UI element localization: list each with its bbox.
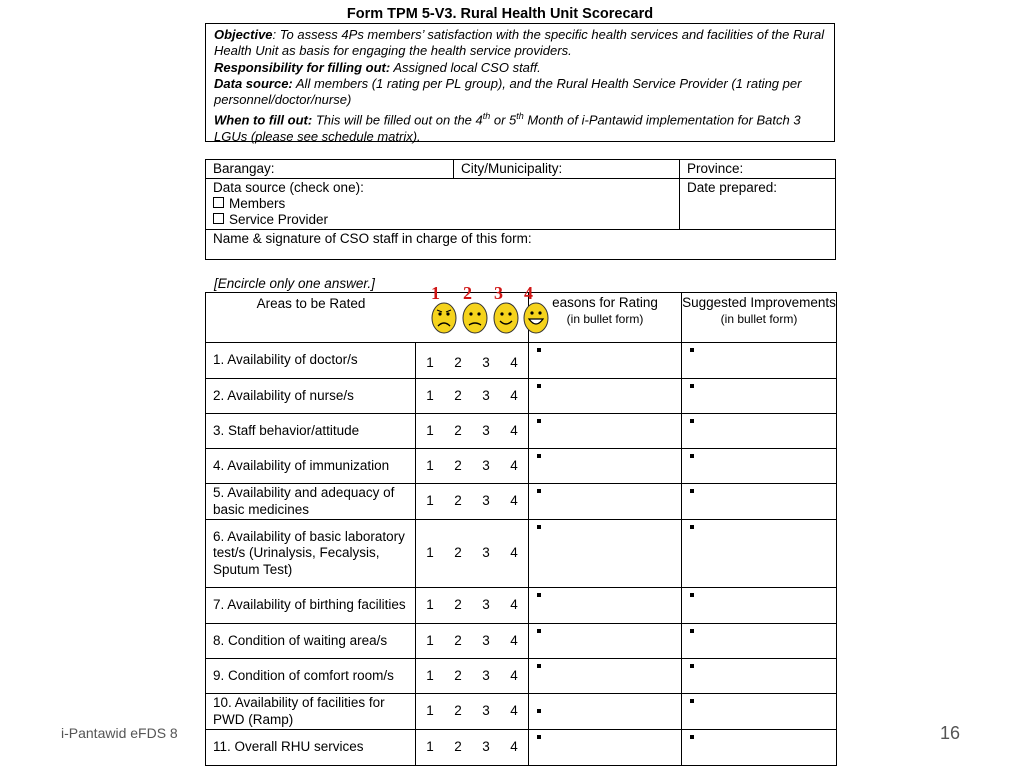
objective-label: Objective: [214, 27, 273, 42]
encircle-note: [Encircle only one answer.]: [214, 276, 375, 291]
rating-option-4[interactable]: 4: [510, 422, 518, 438]
area-label: 8. Condition of waiting area/s: [206, 624, 416, 659]
rating-option-3[interactable]: 3: [482, 739, 490, 755]
bullet-icon: [690, 348, 694, 352]
rating-option-1[interactable]: 1: [426, 355, 434, 371]
rating-option-4[interactable]: 4: [510, 739, 518, 755]
members-option[interactable]: [213, 196, 672, 212]
rating-option-1[interactable]: 1: [426, 597, 434, 613]
bullet-icon: [690, 629, 694, 633]
reasons-cell[interactable]: [529, 588, 682, 624]
very-sad-face-icon: [432, 303, 456, 333]
reasons-cell[interactable]: [529, 484, 682, 520]
faces-svg: [425, 283, 555, 338]
suggestions-cell[interactable]: [682, 694, 837, 730]
datasource-text: All members (1 rating per PL group), and the Rural Health Service Provider (1 rating per personnel/doctor/nurse): [214, 75, 802, 108]
face-number-4: 4: [524, 283, 533, 303]
suggestions-cell[interactable]: [682, 730, 837, 766]
rating-option-4[interactable]: 4: [510, 545, 518, 561]
area-label: 3. Staff behavior/attitude: [206, 414, 416, 449]
rating-table: [205, 292, 837, 766]
rating-option-1[interactable]: 1: [426, 739, 434, 755]
rating-option-1[interactable]: 1: [426, 457, 434, 473]
bullet-icon: [690, 454, 694, 458]
rating-scale: [416, 449, 529, 484]
rating-scale: [416, 624, 529, 659]
rating-option-4[interactable]: 4: [510, 632, 518, 648]
rating-option-4[interactable]: 4: [510, 493, 518, 509]
rating-option-2[interactable]: 2: [454, 632, 462, 648]
reasons-cell[interactable]: [529, 730, 682, 766]
table-row: [206, 449, 837, 484]
suggested-header-label: Suggested Improvements: [682, 295, 836, 310]
rating-option-1[interactable]: 1: [426, 667, 434, 683]
table-row: [206, 520, 837, 588]
rating-option-4[interactable]: 4: [510, 457, 518, 473]
table-row: [206, 694, 837, 730]
rating-option-2[interactable]: 2: [454, 355, 462, 371]
rating-scale: [416, 694, 529, 730]
reasons-cell[interactable]: [529, 379, 682, 414]
table-row: [206, 624, 837, 659]
when-label: When to fill out:: [214, 112, 313, 128]
rating-scale: [416, 588, 529, 624]
area-label: 7. Availability of birthing facilities: [206, 588, 416, 624]
suggestions-cell[interactable]: [682, 624, 837, 659]
rating-option-4[interactable]: 4: [510, 387, 518, 403]
reasons-cell[interactable]: [529, 449, 682, 484]
suggestions-cell[interactable]: [682, 520, 837, 588]
area-label: 1. Availability of doctor/s: [206, 343, 416, 379]
rating-option-2[interactable]: 2: [454, 667, 462, 683]
members-label: Members: [229, 196, 286, 211]
area-label: 11. Overall RHU services: [206, 730, 416, 766]
when-sup-1: th: [482, 111, 491, 122]
suggestions-cell[interactable]: [682, 484, 837, 520]
face-number-3: 3: [494, 283, 503, 303]
rating-scale: [416, 659, 529, 694]
rating-option-3[interactable]: 3: [482, 493, 490, 509]
suggestions-cell[interactable]: [682, 588, 837, 624]
area-label: 9. Condition of comfort room/s: [206, 659, 416, 694]
very-happy-face-icon: [524, 303, 548, 333]
page-number: 16: [940, 723, 961, 743]
when-text-3: Month of i-Pantawid implementation for Batch 3 LGUs (please see schedule matrix).: [214, 112, 801, 145]
rating-scale: [416, 414, 529, 449]
rating-option-2[interactable]: 2: [454, 597, 462, 613]
provider-checkbox[interactable]: [213, 213, 224, 224]
table-row: [206, 659, 837, 694]
rating-option-2[interactable]: 2: [454, 739, 462, 755]
city-field[interactable]: City/Municipality:: [454, 160, 680, 179]
date-prepared-field[interactable]: Date prepared:: [680, 179, 836, 230]
face-number-2: 2: [463, 283, 472, 303]
barangay-field[interactable]: Barangay:: [206, 160, 454, 179]
rating-option-1[interactable]: 1: [426, 422, 434, 438]
area-label: 5. Availability and adequacy of basic medicines: [206, 484, 416, 520]
rating-option-3[interactable]: 3: [482, 387, 490, 403]
table-row: [206, 588, 837, 624]
suggestions-cell[interactable]: [682, 343, 837, 379]
reasons-header-sub: (in bullet form): [566, 311, 644, 326]
provider-option[interactable]: [213, 212, 672, 228]
bullet-icon: [537, 454, 541, 458]
rating-option-3[interactable]: 3: [482, 355, 490, 371]
rating-option-2[interactable]: 2: [454, 422, 462, 438]
suggested-header: [682, 293, 837, 343]
rating-scale: [416, 484, 529, 520]
bullet-icon: [537, 419, 541, 423]
objective-text: : To assess 4Ps members’ satisfaction with the specific health services and facilities of the Rural Health Unit as basis for engaging the health service providers.: [214, 27, 825, 59]
rating-option-1[interactable]: 1: [426, 545, 434, 561]
rating-faces: [425, 283, 555, 338]
bullet-icon: [537, 629, 541, 633]
province-field[interactable]: Province:: [680, 160, 836, 179]
suggestions-cell[interactable]: [682, 449, 837, 484]
bullet-icon: [690, 489, 694, 493]
table-row: [206, 343, 837, 379]
rating-option-3[interactable]: 3: [482, 422, 490, 438]
rating-option-2[interactable]: 2: [454, 545, 462, 561]
rating-option-1[interactable]: 1: [426, 493, 434, 509]
when-text-1: This will be filled out on the 4: [312, 112, 483, 128]
bullet-icon: [690, 699, 694, 703]
bullet-icon: [690, 593, 694, 597]
rating-option-3[interactable]: 3: [482, 545, 490, 561]
when-text-2: or 5: [490, 112, 517, 128]
rating-option-2[interactable]: 2: [454, 387, 462, 403]
rating-option-4[interactable]: 4: [510, 355, 518, 371]
rating-rows: [206, 343, 837, 766]
rating-option-2[interactable]: 2: [454, 457, 462, 473]
reasons-cell[interactable]: [529, 624, 682, 659]
reasons-cell[interactable]: [529, 694, 682, 730]
rating-option-4[interactable]: 4: [510, 597, 518, 613]
rating-option-2[interactable]: 2: [454, 493, 462, 509]
responsibility-label: Responsibility for filling out:: [214, 59, 391, 75]
bullet-icon: [690, 735, 694, 739]
rating-option-1[interactable]: 1: [426, 387, 434, 403]
rating-option-1[interactable]: 1: [426, 703, 434, 719]
bullet-icon: [690, 419, 694, 423]
data-source-label: Data source (check one):: [213, 180, 364, 195]
area-label: 10. Availability of facilities for PWD (Ramp): [206, 694, 416, 730]
table-row: [206, 484, 837, 520]
suggestions-cell[interactable]: [682, 414, 837, 449]
reasons-cell[interactable]: [529, 343, 682, 379]
rating-scale: [416, 343, 529, 379]
area-label: 2. Availability of nurse/s: [206, 379, 416, 414]
area-label: 4. Availability of immunization: [206, 449, 416, 484]
data-source-cell: [206, 179, 680, 230]
rating-option-3[interactable]: 3: [482, 457, 490, 473]
objective-box: [205, 23, 835, 145]
bullet-icon: [537, 489, 541, 493]
info-table: [205, 159, 836, 260]
area-label: 6. Availability of basic laboratory test/s (Urinalysis, Fecalysis, Sputum Test): [206, 520, 416, 588]
rating-scale: [416, 379, 529, 414]
bullet-icon: [537, 593, 541, 597]
happy-face-icon: [494, 303, 518, 333]
bullet-icon: [537, 664, 541, 668]
rating-scale: [416, 520, 529, 588]
areas-header-label: Areas to be Rated: [256, 296, 366, 311]
bullet-icon: [537, 384, 541, 388]
bullet-icon: [690, 384, 694, 388]
rating-option-3[interactable]: 3: [482, 632, 490, 648]
bullet-icon: [537, 525, 541, 529]
rating-option-4[interactable]: 4: [510, 703, 518, 719]
rating-option-3[interactable]: 3: [482, 597, 490, 613]
table-row: [206, 730, 837, 766]
table-row: [206, 379, 837, 414]
rating-option-3[interactable]: 3: [482, 703, 490, 719]
provider-label: Service Provider: [229, 212, 329, 227]
bullet-icon: [537, 348, 541, 352]
rating-scale: [416, 730, 529, 766]
bullet-icon: [690, 525, 694, 529]
suggestions-cell[interactable]: [682, 659, 837, 694]
table-row: [206, 414, 837, 449]
rating-option-1[interactable]: 1: [426, 632, 434, 648]
reasons-cell[interactable]: [529, 659, 682, 694]
footer-label: i-Pantawid eFDS 8: [61, 725, 178, 741]
rating-option-3[interactable]: 3: [482, 667, 490, 683]
name-signature-field[interactable]: Name & signature of CSO staff in charge of this form:: [206, 230, 836, 260]
form-title: Form TPM 5-V3. Rural Health Unit Scorecard: [346, 6, 654, 22]
bullet-icon: [537, 709, 541, 713]
suggestions-cell[interactable]: [682, 379, 837, 414]
suggested-header-sub: (in bullet form): [720, 311, 798, 326]
when-sup-2: th: [516, 111, 524, 122]
rating-option-2[interactable]: 2: [454, 703, 462, 719]
bullet-icon: [690, 664, 694, 668]
datasource-label: Data source:: [214, 75, 293, 91]
members-checkbox[interactable]: [213, 197, 224, 208]
reasons-cell[interactable]: [529, 520, 682, 588]
face-number-1: 1: [431, 283, 440, 303]
reasons-cell[interactable]: [529, 414, 682, 449]
sad-face-icon: [463, 303, 487, 333]
rating-option-4[interactable]: 4: [510, 667, 518, 683]
responsibility-text: Assigned local CSO staff.: [390, 59, 541, 75]
reasons-header-label: easons for Rating: [552, 295, 658, 310]
bullet-icon: [537, 735, 541, 739]
